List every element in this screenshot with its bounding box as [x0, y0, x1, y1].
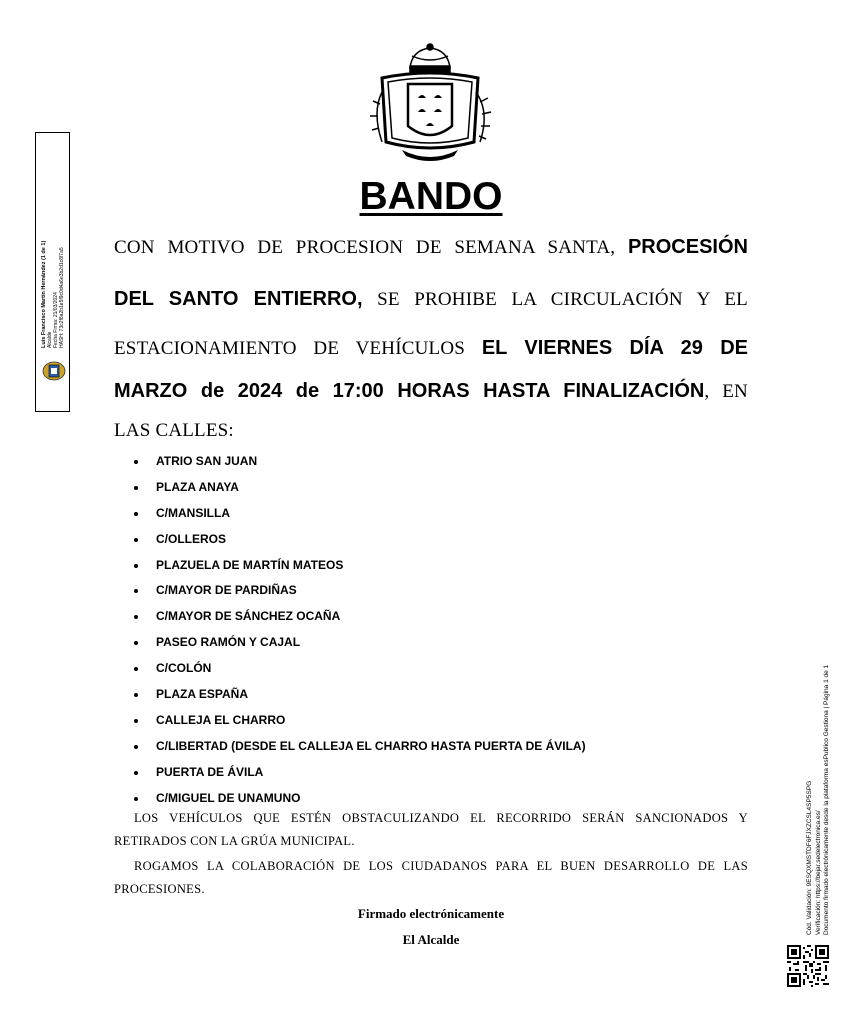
procession-name-cont: DEL SANTO ENTIERRO,: [114, 288, 363, 310]
intro-line-3: [114, 337, 748, 360]
list-item: CALLEJA EL CHARRO: [130, 708, 586, 734]
list-item: PLAZUELA DE MARTÍN MATEOS: [130, 553, 586, 579]
list-item: C/LIBERTAD (DESDE EL CALLEJA EL CHARRO HASTA PUERTA DE ÁVILA): [130, 734, 586, 760]
sign-hash: HASH: 73c2f8a2b1e5f9c0d4a6e3b2d1c8f7a5: [59, 247, 65, 348]
bullet-icon: [134, 589, 138, 593]
stamp-text: [41, 218, 65, 348]
list-item: PASEO RAMÓN Y CAJAL: [130, 630, 586, 656]
signature-line: Firmado electrónicamente: [357, 906, 505, 921]
list-item: PLAZA ESPAÑA: [130, 682, 586, 708]
bullet-icon: [134, 615, 138, 619]
list-item: C/MIGUEL DE UNAMUNO: [130, 786, 586, 812]
bullet-icon: [134, 797, 138, 801]
signer-role: Alcalde: [47, 331, 53, 348]
bullet-icon: [134, 693, 138, 697]
list-item: C/COLÓN: [130, 656, 586, 682]
intro-line-2: [114, 288, 748, 311]
list-item: C/MAYOR DE SÁNCHEZ OCAÑA: [130, 604, 586, 630]
sign-date: Fecha Firma: 21/03/2024: [53, 292, 59, 348]
intro-line-4: [114, 380, 748, 403]
list-item: ATRIO SAN JUAN: [130, 449, 586, 475]
verification-block: [806, 665, 832, 935]
validation-code: Cód. Validación: 9ESQXMSTDF6FJXZCSL4SP5SPG: [806, 780, 813, 935]
bullet-icon: [134, 745, 138, 749]
bullet-icon: [134, 719, 138, 723]
bullet-icon: [134, 641, 138, 645]
date-text: EL VIERNES DÍA 29 DE: [481, 337, 748, 359]
prohibition-text: SE PROHIBE LA CIRCULACIÓN Y EL: [377, 289, 748, 310]
street-list: [130, 449, 586, 811]
bullet-icon: [134, 771, 138, 775]
intro-line-5: [114, 420, 748, 442]
time-text: MARZO de 2024 de 17:00 HORAS HASTA FINALIZACIÓN: [114, 380, 705, 402]
list-item: C/MAYOR DE PARDIÑAS: [130, 578, 586, 604]
collaboration-request: ROGAMOS LA COLABORACIÓN DE LOS CIUDADANOS PARA EL BUEN DESARROLLO DE LAS PROCESIONES.: [114, 859, 748, 896]
municipal-coat-of-arms: [362, 42, 498, 166]
bullet-icon: [134, 564, 138, 568]
document-note: Documento firmado electrónicamente desde la plataforma esPublico Gestiona | Página 1 de 1: [823, 664, 830, 935]
list-item: PUERTA DE ÁVILA: [130, 760, 586, 786]
bullet-icon: [134, 667, 138, 671]
bullet-icon: [134, 460, 138, 464]
list-item: PLAZA ANAYA: [130, 475, 586, 501]
signatory-title: El Alcalde: [402, 932, 460, 947]
bullet-icon: [134, 538, 138, 542]
verification-url: Verificación: https://bejar.sedelectronica.es/: [814, 810, 822, 935]
document-title: BANDO: [359, 175, 503, 218]
procession-name: PROCESIÓN: [627, 236, 748, 258]
parking-text: ESTACIONAMIENTO DE VEHÍCULOS: [114, 338, 466, 359]
list-item: C/OLLEROS: [130, 527, 586, 553]
municipal-logo-icon: [42, 361, 66, 381]
intro-tail: , EN: [704, 381, 748, 402]
qr-code-icon[interactable]: [787, 945, 829, 987]
bullet-icon: [134, 512, 138, 516]
intro-line-1: [114, 236, 748, 259]
sanction-notice: LOS VEHÍCULOS QUE ESTÉN OBSTACULIZANDO EL RECORRIDO SERÁN SANCIONADOS Y RETIRADOS CON LA GRÚA MUNICIPAL.: [114, 811, 748, 848]
streets-heading: LAS CALLES:: [114, 420, 234, 441]
intro-text: CON MOTIVO DE PROCESION DE SEMANA SANTA,: [114, 237, 616, 258]
bullet-icon: [134, 486, 138, 490]
list-item: C/MANSILLA: [130, 501, 586, 527]
signer-name: Luis Francisco Martín Hernández (1 de 1): [41, 240, 47, 348]
signature-stamp: [35, 132, 70, 412]
